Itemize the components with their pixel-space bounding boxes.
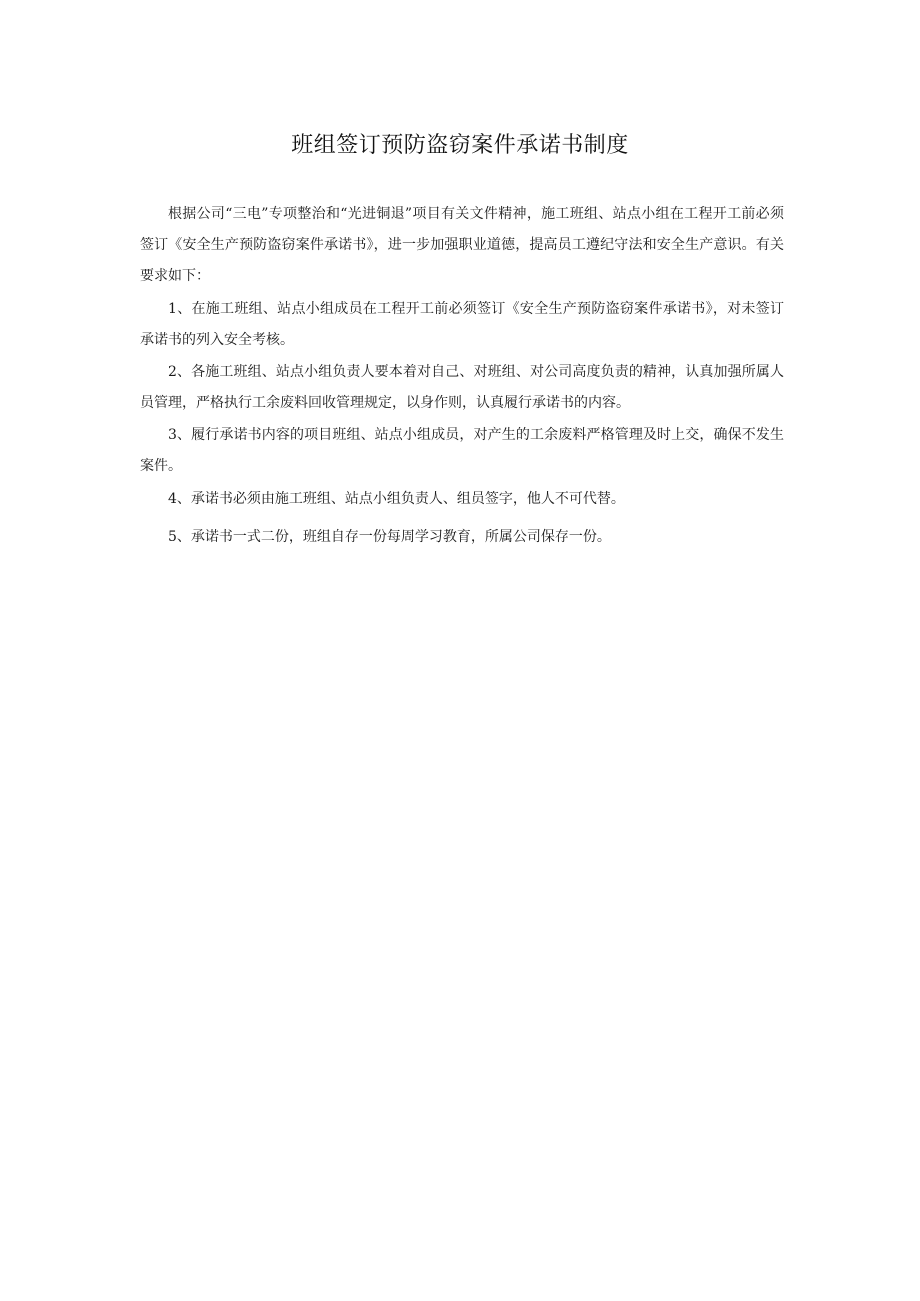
requirement-item-1: 1、在施工班组、站点小组成员在工程开工前必须签订《安全生产预防盗窃案件承诺书》，对未签订承诺书的列入安全考核。 xyxy=(140,301,784,348)
intro-paragraph: 根据公司“三电”专项整治和“光进铜退”项目有关文件精神，施工班组、站点小组在工程开工前必须签订《安全生产预防盗窃案件承诺书》，进一步加强职业道德，提高员工遵纪守法和安全生产意识。有关要求如下： xyxy=(140,206,784,284)
document-title: 班组签订预防盗窃案件承诺书制度 xyxy=(291,133,629,158)
requirement-item-2: 2、各施工班组、站点小组负责人要本着对自己、对班组、对公司高度负责的精神，认真加强所属人员管理，严格执行工余废料回收管理规定，以身作则，认真履行承诺书的内容。 xyxy=(140,364,784,411)
requirement-item-5: 5、承诺书一式二份，班组自存一份每周学习教育，所属公司保存一份。 xyxy=(168,529,611,545)
requirement-item-3: 3、履行承诺书内容的项目班组、站点小组成员，对产生的工余废料严格管理及时上交，确保不发生案件。 xyxy=(140,427,784,474)
requirement-item-4: 4、承诺书必须由施工班组、站点小组负责人、组员签字，他人不可代替。 xyxy=(168,491,625,507)
